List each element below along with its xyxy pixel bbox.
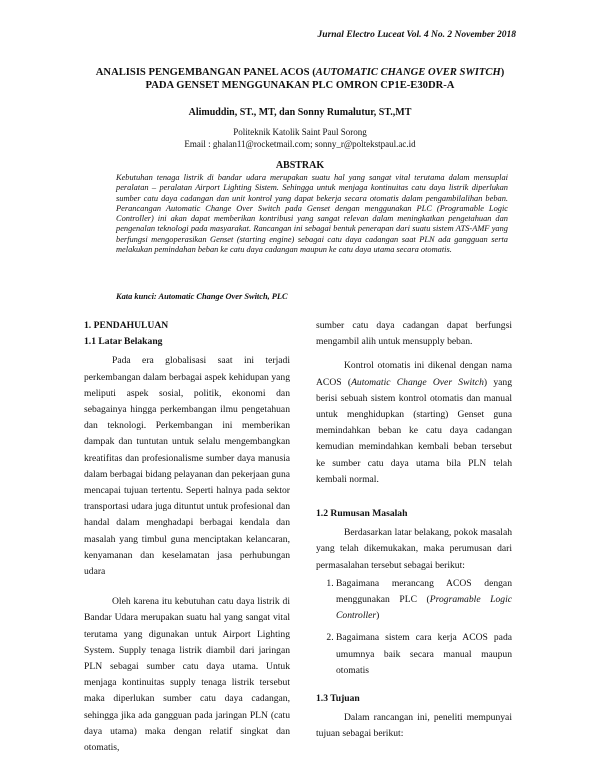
list-item	[336, 576, 512, 625]
abstract-text: Kebutuhan tenaga listrik di bandar udara merupakan suatu hal yang sangat vital terutama dalam mensuplai peralatan – peralatan Airport Lighting Sistem. Sehingga untuk menjaga kontinuitas catu daya listrik diperlukan sumber catu daya cadangan dan unit kontrol yang dapat bekerja secara otomatis dalam pengambilalihan beban. Perancangan Automatic Change Over Switch pada Genset dengan menggunakan PLC (Programable Logic Controller) ini akan dapat memberikan kontribusi yang sangat relevan dalam meningkatkan pengetahuan dan pengenalan teknologi pada masyarakat. Rancangan ini sebagai bentuk penerapan dari suatu sistem ATS-AMF yang berfungsi mengoperasikan Genset (starting engine) sebagai catu daya cadangan saat PLN ada gangguan serta melakukan pemindahan beban ke catu daya cadangan maupun ke catu daya utama secara otomatis.	[116, 173, 508, 255]
list-item-1-b: )	[376, 610, 380, 622]
list-item: 2. Bagaimana sistem cara kerja ACOS pada umumnya baik secara manual maupun otomatis	[336, 630, 512, 679]
journal-header: Jurnal Electro Luceat Vol. 4 No. 2 November 2018	[317, 30, 516, 40]
paragraph-2: Oleh karena itu kebutuhan catu daya listrik di Bandar Udara merupakan suatu hal yang sangat vital terutama yang digunakan untuk Airport Lighting System. Supply tenaga listrik diambil dari jaringan PLN sebagai sumber catu daya utama. Untuk menjaga kontinuitas supply tenaga listrik tersebut maka diperlukan sumber catu daya cadangan, sehingga jika ada gangguan pada jaringan PLN (catu daya utama) maka dengan relatif singkat dan otomatis,	[84, 596, 290, 754]
paragraph-4	[316, 358, 512, 488]
affiliation-block	[0, 127, 600, 150]
title-part-1: ANALISIS PENGEMBANGAN PANEL ACOS (	[95, 67, 316, 78]
column-right	[316, 318, 512, 743]
column-left	[84, 318, 290, 756]
paragraph-3: sumber catu daya cadangan dapat berfungsi mengambil alih untuk mensupply beban.	[316, 320, 512, 348]
subsection-heading-rumusan-masalah: 1.2 Rumusan Masalah	[316, 508, 408, 520]
email: Email : ghalan11@rocketmail.com; sonny_r@poltekstpaul.ac.id	[184, 138, 416, 149]
keywords: Kata kunci: Automatic Change Over Switch, PLC	[116, 292, 288, 301]
abstract-heading: ABSTRAK	[275, 160, 325, 171]
title-italic: AUTOMATIC CHANGE OVER SWITCH	[315, 67, 501, 78]
paragraph-1: Pada era globalisasi saat ini terjadi perkembangan dalam berbagai aspek kehidupan yang meliputi aspek sosial, politik, ekonomi dan sebagainya hingga perkembangan ilmu pengetahuan dan teknologi. Perkembangan ini memberikan dampak dan tuntutan untuk selalu mengembangkan kreatifitas dan profesionalisme sumber daya manusia dalam berbagai bidang pelayanan dan pekerjaan guna mencapai tujuan tertentu. Seperti halnya pada sektor transportasi udara juga dituntut untuk profesional dan handal dalam menghadapi berbagai kendala dan masalah yang timbul guna menciptakan kelancaran, kenyamanan dan keselamatan jasa perhubungan udara	[84, 355, 290, 578]
paragraph-4-italic: Automatic Change Over Switch	[351, 376, 484, 388]
list-item-1-italic: Programable Logic Controller	[336, 594, 513, 622]
subsection-heading-tujuan: 1.3 Tujuan	[316, 693, 360, 705]
list-item-1-a: Bagaimana merancang ACOS dengan menggunakan PLC (	[336, 577, 512, 606]
section-heading-pendahuluan: 1. PENDAHULUAN	[84, 320, 169, 331]
subsection-heading-latar-belakang: 1.1 Latar Belakang	[84, 336, 163, 348]
paragraph-6: Dalam rancangan ini, peneliti mempunyai tujuan sebagai berikut:	[316, 712, 512, 740]
paragraph-4-a: Kontrol otomatis ini dikenal dengan nama ACOS (	[316, 360, 512, 388]
paragraph-5: Berdasarkan latar belakang, pokok masalah yang telah dikemukakan, maka perumusan dari permasalahan tersebut sebagai berikut:	[316, 527, 512, 571]
paper-title	[95, 66, 505, 92]
authors: Alimuddin, ST., MT, dan Sonny Rumalutur, ST.,MT	[188, 107, 412, 118]
paragraph-4-b: ) yang berisi sebuah sistem kontrol otomatis dan manual untuk menghidupkan (starting) Genset guna memindahkan beban ke catu daya cadangan kemudian memindahkan kembali beban tersebut ke sumber catu daya utama bila PLN telah kembali normal.	[316, 376, 513, 485]
title-part-2: ) PADA GENSET MENGGUNAKAN PLC OMRON CP1E-E30DR-A	[145, 67, 505, 91]
affiliation: Politeknik Katolik Saint Paul Sorong	[233, 127, 367, 137]
problem-list	[316, 576, 512, 679]
